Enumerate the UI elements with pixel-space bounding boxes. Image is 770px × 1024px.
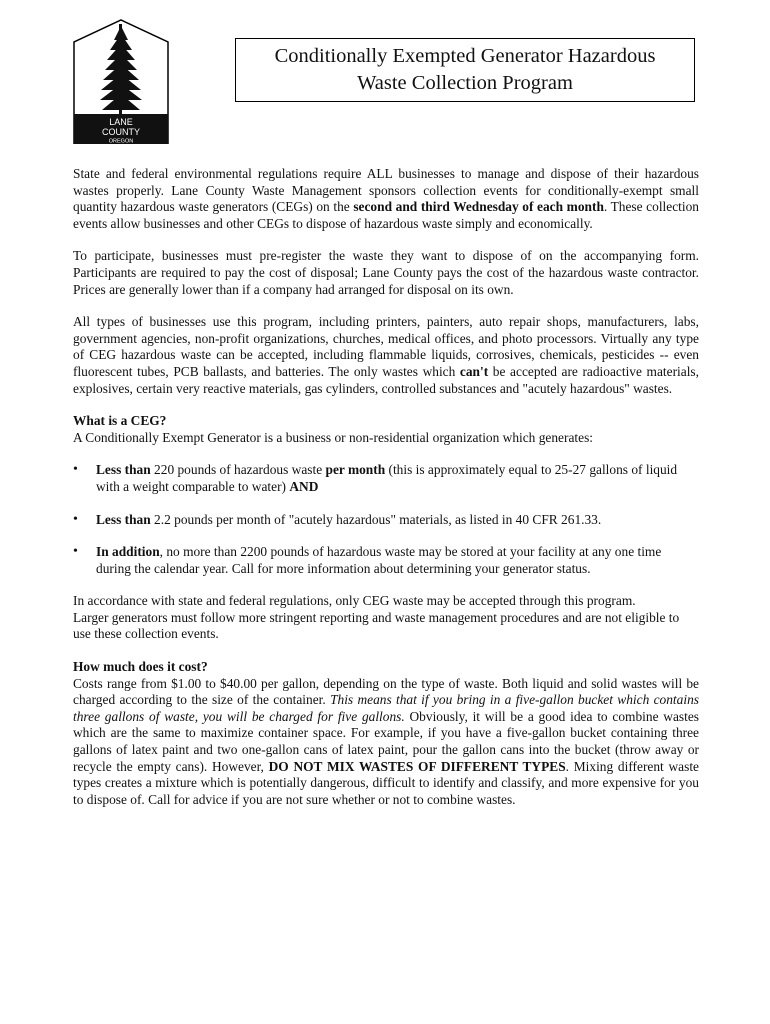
ceg-heading: What is a CEG? [73,413,167,429]
list-item [73,544,699,577]
document-body [73,166,699,824]
bullet-1-bold-2: per month [325,462,386,478]
bullet-3-text: , no more than 2200 pounds of hazardous waste may be stored at your facility at any one time during the calendar year. Call for more information about determining your generator status. [96,544,662,576]
ceg-after-line-1: In accordance with state and federal regulations, only CEG waste may be accepted through this program. [73,593,636,609]
intro-p1-text-b: . These collection events allow businesses and other CEGs to dispose of hazardous waste simply and economically. [73,199,699,231]
list-item [73,462,699,495]
intro-p1-bold: second and third Wednesday of each month [353,199,604,215]
lane-county-logo [70,18,172,146]
cost-heading: How much does it cost? [73,659,208,675]
bullet-1-text-a: 220 pounds of hazardous waste [150,462,326,478]
bullet-1-bold-1: Less than [96,462,151,478]
intro-paragraph-3 [73,314,699,397]
bullet-3-bold: In addition [96,544,160,560]
intro-paragraph-2: To participate, businesses must pre-register the waste they want to dispose of on the accompanying form. Participants are required to pay the cost of disposal; Lane County pays the cost of the hazardous waste contractor. Prices are generally lower than if a company had arranged for disposal on its own. [73,248,699,297]
logo-text-oregon: OREGON [108,138,134,145]
cost-italic: This means that if you bring in a five-gallon bucket which contains three gallons of waste, you will be charged for five gallons. [73,692,699,724]
cost-text-3: . Mixing different waste types creates a mixture which is potentially dangerous, difficult to identify and classify, and more expensive for you to dispose of. Call for advice if you are not sure whether or not to combine wastes. [73,758,699,807]
bullet-2-text: 2.2 pounds per month of "acutely hazardous" materials, as listed in 40 CFR 261.33. [150,511,602,527]
list-item [73,512,699,529]
ceg-section [73,413,699,446]
ceg-lead: A Conditionally Exempt Generator is a business or non-residential organization which generates: [73,429,593,445]
tree-icon [100,24,142,114]
title-line-1: Conditionally Exempted Generator Hazardous [274,45,656,67]
intro-p3-bold: can't [459,363,489,379]
intro-p3-text-b: be accepted are radioactive materials, explosives, certain very reactive materials, gas cylinders, controlled substances and "acutely hazardous" wastes. [73,363,699,396]
title-line-2: Waste Collection Program [357,72,573,94]
bullet-2-bold: Less than [96,511,151,527]
title-box [235,38,695,102]
intro-p1-text-a: State and federal environmental regulations require ALL businesses to manage and dispose of their hazardous wastes properly. Lane County Waste Management sponsors collection events for conditionally-exempt small quantity hazardous waste generators (CEGs) on the [73,166,699,215]
ceg-bullet-list [73,462,699,577]
intro-paragraph-1 [73,166,699,232]
cost-text-2: Obviously, it will be a good idea to combine wastes which are the same to maximize container space. For example, if you have a five-gallon bucket containing three gallons of latex paint and two one-gallon cans of latex paint, pour the gallon cans into the bucket (throw away or recycle the empty cans). However, [73,708,700,774]
intro-p3-text-a: All types of businesses use this program, including printers, painters, auto repair shops, manufacturers, labs, government agencies, non-profit organizations, churches, medical offices, and photo processors. Virtually any type of CEG hazardous waste can be accepted, including flammable liquids, corrosives, chemicals, pesticides -- even fluorescent tubes, PCB ballasts, and batteries. The only wastes which [73,314,699,379]
ceg-after-paragraph [73,593,699,643]
cost-text-1: Costs range from $1.00 to $40.00 per gallon, depending on the type of waste. Both liquid and solid wastes will be charged according to the size of the container. [73,675,699,708]
cost-bold: DO NOT MIX WASTES OF DIFFERENT TYPES [268,758,566,774]
cost-section [73,659,699,808]
ceg-after-line-2: Larger generators must follow more stringent reporting and waste management procedures and are not eligible to use these collection events. [73,609,680,642]
logo-text-county: COUNTY [102,127,140,137]
bullet-1-text-b: (this is approximately equal to 25-27 gallons of liquid with a weight comparable to water) [96,462,678,494]
logo-text-lane: LANE [109,117,133,127]
bullet-1-bold-3: AND [289,478,319,494]
